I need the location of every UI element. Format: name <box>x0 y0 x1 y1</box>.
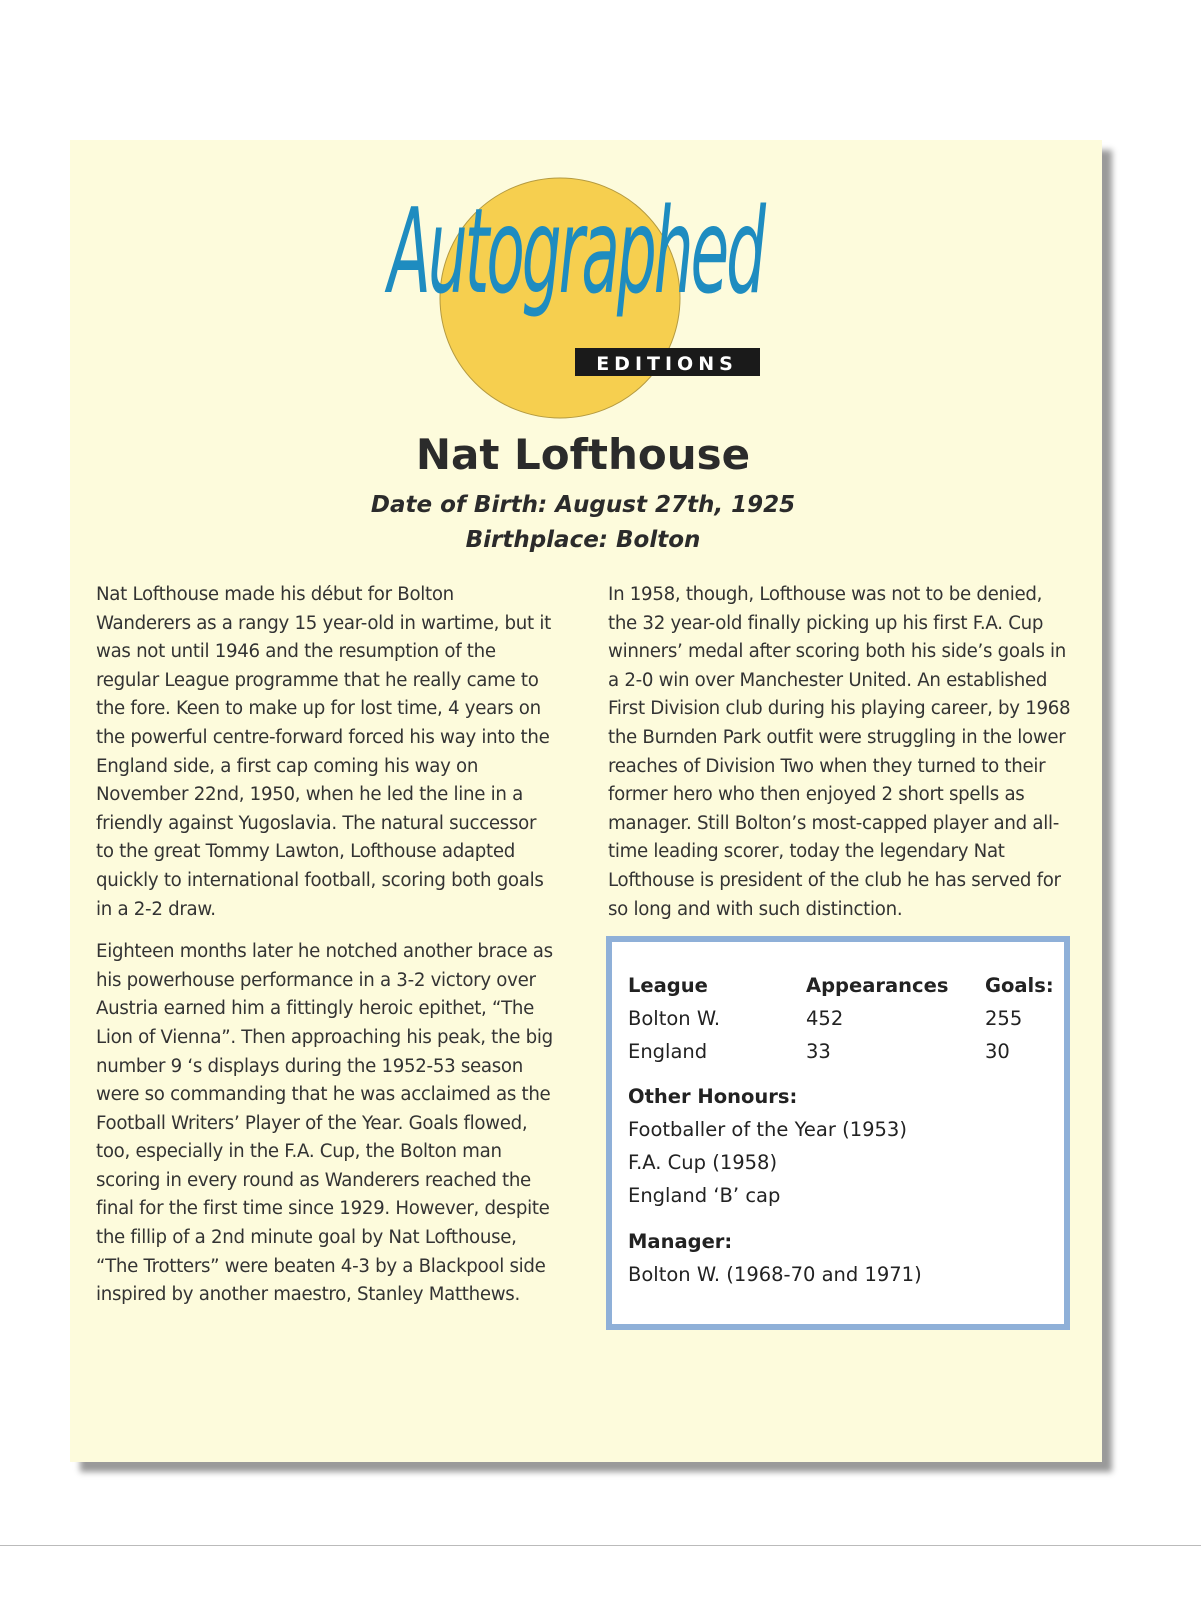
honour-item: Footballer of the Year (1953) <box>628 1118 907 1141</box>
header-league: League <box>628 974 708 997</box>
paragraph: In 1958, though, Lofthouse was not to be denied, the 32 year-old finally picking up his first F.A. Cup winners’ medal after scoring both his side’s goals in a 2-0 win over Manchester United. An established First Division club during his playing career, by 1968 the Burnden Park outfit were struggling in the lower reaches of Division Two when they turned to their former hero who then enjoyed 2 short spells as manager. Still Bolton’s most-capped player and all-time leading scorer, today the legendary Nat Lofthouse is president of the club he has served for so long and with such distinction. <box>608 584 1071 920</box>
header-goals: Goals: <box>985 974 1054 997</box>
league-cell: Bolton W. <box>628 1007 721 1030</box>
stats-row <box>628 1007 1058 1039</box>
autographed-editions-logo <box>380 180 780 420</box>
birthplace: Birthplace: Bolton <box>465 527 701 553</box>
svg-text:EDITIONS: EDITIONS <box>596 353 738 375</box>
manager-title: Manager: <box>628 1230 733 1253</box>
paragraph: Nat Lofthouse made his début for Bolton Wanderers as a rangy 15 year-old in wartime, but it was not until 1946 and the resumption of the regular League programme that he really came to the fore. Keen to make up for lost time, 4 years on the powerful centre-forward forced his way into the England side, a first cap coming his way on November 22nd, 1950, when he led the line in a friendly against Yugoslavia. The natural successor to the great Tommy Lawton, Lofthouse adapted quickly to international football, scoring both goals in a 2-2 draw. <box>96 584 551 920</box>
page-edge-line <box>0 1545 1201 1546</box>
stats-row <box>628 1040 1058 1072</box>
left-column <box>96 581 554 1324</box>
honour-item: F.A. Cup (1958) <box>628 1151 778 1174</box>
header-appearances: Appearances <box>806 974 949 997</box>
stats-header-row <box>628 974 1058 1006</box>
svg-text:Autographed: Autographed <box>384 183 767 321</box>
manager-record: Bolton W. (1968-70 and 1971) <box>628 1263 922 1286</box>
appearances-cell: 33 <box>806 1040 831 1063</box>
appearances-cell: 452 <box>806 1007 844 1030</box>
league-cell: England <box>628 1040 708 1063</box>
career-stats-box <box>606 936 1070 1330</box>
honours-title: Other Honours: <box>628 1085 798 1108</box>
date-of-birth: Date of Birth: August 27th, 1925 <box>370 492 796 518</box>
right-column <box>608 581 1074 938</box>
honour-item: England ‘B’ cap <box>628 1184 781 1207</box>
goals-cell: 30 <box>985 1040 1010 1063</box>
player-name: Nat Lofthouse <box>415 430 751 479</box>
goals-cell: 255 <box>985 1007 1023 1030</box>
paragraph: Eighteen months later he notched another brace as his powerhouse performance in a 3-2 victory over Austria earned him a fittingly heroic epithet, “The Lion of Vienna”. Then approaching his peak, the big number 9 ‘s displays during the 1952-53 season were so commanding that he was acclaimed as the Football Writers’ Player of the Year. Goals flowed, too, especially in the F.A. Cup, the Bolton man scoring in every round as Wanderers reached the final for the first time since 1929. However, despite the fillip of a 2nd minute goal by Nat Lofthouse, “The Trotters” were beaten 4-3 by a Blackpool side inspired by another maestro, Stanley Matthews. <box>96 941 553 1306</box>
